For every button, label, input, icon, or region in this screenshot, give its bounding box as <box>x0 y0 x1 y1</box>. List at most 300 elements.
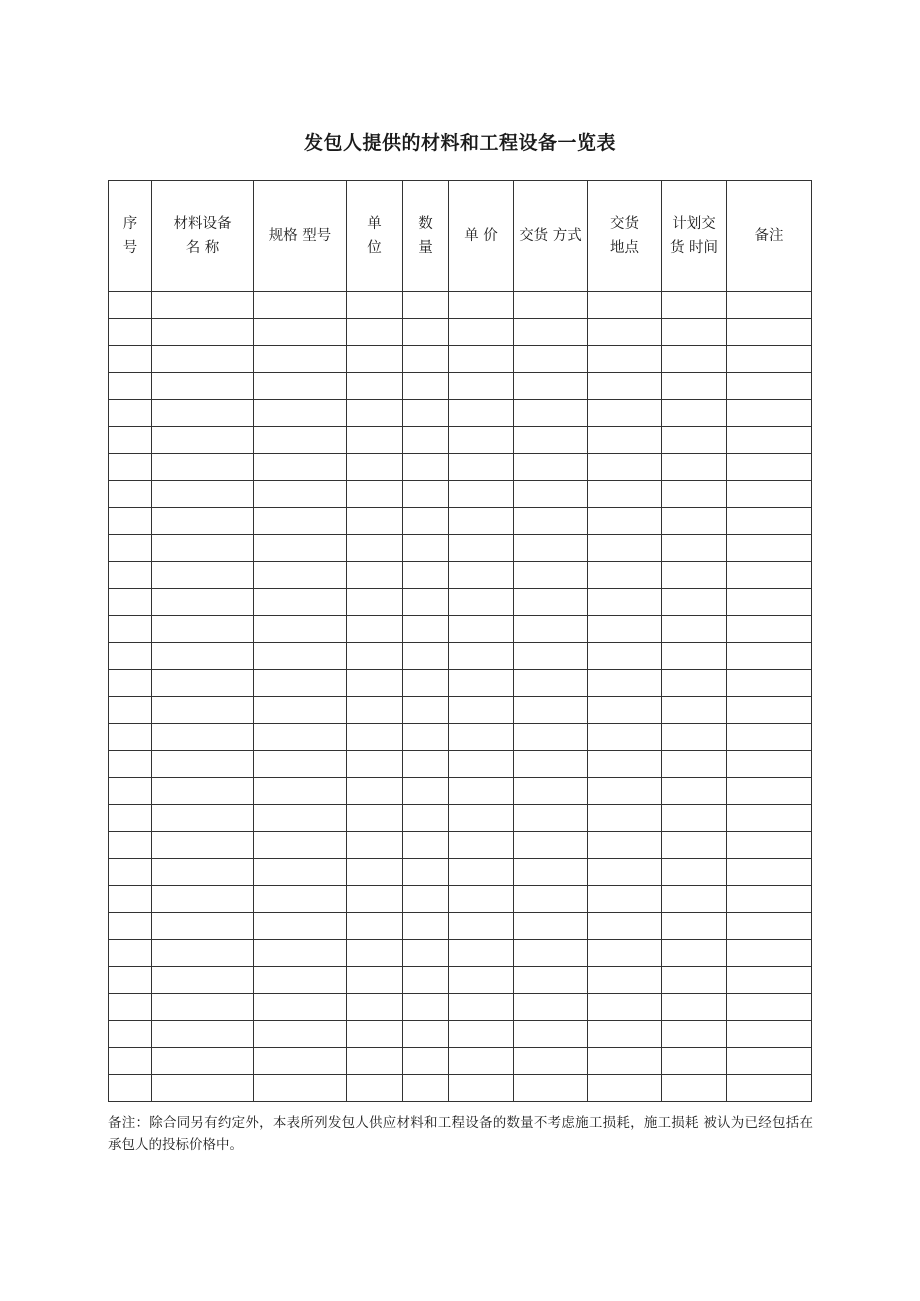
table-cell <box>588 670 662 697</box>
table-cell <box>152 616 254 643</box>
table-cell <box>727 1048 812 1075</box>
table-cell <box>347 481 403 508</box>
table-cell <box>347 697 403 724</box>
table-row <box>109 562 812 589</box>
table-cell <box>347 346 403 373</box>
table-cell <box>347 292 403 319</box>
table-row <box>109 832 812 859</box>
table-row <box>109 454 812 481</box>
table-cell <box>109 670 152 697</box>
column-header <box>588 181 662 292</box>
table-cell <box>514 751 588 778</box>
table-row <box>109 913 812 940</box>
table-cell <box>152 697 254 724</box>
footnote: 备注：除合同另有约定外，本表所列发包人供应材料和工程设备的数量不考虑施工损耗，施工损耗 被认为已经包括在承包人的投标价格中。 <box>108 1115 813 1153</box>
table-cell <box>403 913 449 940</box>
table-cell <box>403 670 449 697</box>
table-cell <box>254 427 347 454</box>
table-cell <box>403 346 449 373</box>
table-cell <box>347 778 403 805</box>
table-row <box>109 427 812 454</box>
table-cell <box>347 373 403 400</box>
table-cell <box>403 454 449 481</box>
table-cell <box>254 292 347 319</box>
table-cell <box>727 994 812 1021</box>
table-cell <box>662 724 727 751</box>
table-cell <box>727 373 812 400</box>
table-cell <box>152 319 254 346</box>
table-cell <box>449 589 514 616</box>
table-cell <box>588 373 662 400</box>
table-cell <box>588 1075 662 1102</box>
column-header-text: 交货 方式 <box>519 228 582 244</box>
table-cell <box>449 319 514 346</box>
table-cell <box>347 670 403 697</box>
table-cell <box>254 535 347 562</box>
table-cell <box>347 805 403 832</box>
table-cell <box>662 481 727 508</box>
table-cell <box>514 724 588 751</box>
table-cell <box>514 589 588 616</box>
table-cell <box>254 1021 347 1048</box>
table-cell <box>152 886 254 913</box>
table-cell <box>588 481 662 508</box>
table-cell <box>254 751 347 778</box>
table-cell <box>449 535 514 562</box>
table-cell <box>152 805 254 832</box>
table-cell <box>449 724 514 751</box>
table-cell <box>449 427 514 454</box>
table-cell <box>403 535 449 562</box>
table-cell <box>727 427 812 454</box>
table-cell <box>254 373 347 400</box>
table-cell <box>514 940 588 967</box>
table-cell <box>347 1048 403 1075</box>
table-row <box>109 535 812 562</box>
table-cell <box>662 643 727 670</box>
table-cell <box>152 427 254 454</box>
table-cell <box>662 373 727 400</box>
table-cell <box>347 562 403 589</box>
table-cell <box>152 589 254 616</box>
table-cell <box>662 697 727 724</box>
table-row <box>109 805 812 832</box>
table-cell <box>514 778 588 805</box>
table-cell <box>662 832 727 859</box>
table-cell <box>588 994 662 1021</box>
table-cell <box>449 292 514 319</box>
table-cell <box>152 778 254 805</box>
table-cell <box>109 940 152 967</box>
table-cell <box>254 1048 347 1075</box>
table-cell <box>347 724 403 751</box>
table-cell <box>727 1075 812 1102</box>
table-cell <box>254 886 347 913</box>
table-cell <box>588 616 662 643</box>
table-cell <box>254 643 347 670</box>
table-cell <box>109 373 152 400</box>
column-header-text: 号 <box>122 240 138 256</box>
table-row <box>109 346 812 373</box>
table-row <box>109 373 812 400</box>
table-cell <box>727 805 812 832</box>
table-row <box>109 751 812 778</box>
table-cell <box>109 994 152 1021</box>
table-cell <box>588 562 662 589</box>
column-header-text: 材料设备 <box>173 216 232 232</box>
table-cell <box>254 562 347 589</box>
table-row <box>109 508 812 535</box>
table-cell <box>727 481 812 508</box>
table-row <box>109 697 812 724</box>
column-header <box>152 181 254 292</box>
table-cell <box>152 292 254 319</box>
table-cell <box>449 751 514 778</box>
table-body <box>109 292 812 1102</box>
table-cell <box>727 319 812 346</box>
table-cell <box>254 400 347 427</box>
table-cell <box>449 1021 514 1048</box>
table-cell <box>109 859 152 886</box>
table-cell <box>152 1048 254 1075</box>
table-cell <box>449 346 514 373</box>
table-cell <box>588 697 662 724</box>
table-cell <box>254 697 347 724</box>
table-cell <box>662 670 727 697</box>
table-cell <box>152 967 254 994</box>
table-cell <box>727 1021 812 1048</box>
table-cell <box>347 832 403 859</box>
table-cell <box>588 751 662 778</box>
table-cell <box>662 562 727 589</box>
table-cell <box>588 508 662 535</box>
table-cell <box>588 346 662 373</box>
table-cell <box>347 508 403 535</box>
table-cell <box>254 346 347 373</box>
table-cell <box>514 886 588 913</box>
table-cell <box>449 400 514 427</box>
table-cell <box>403 616 449 643</box>
table-cell <box>347 994 403 1021</box>
table-cell <box>588 859 662 886</box>
table-cell <box>727 859 812 886</box>
table-cell <box>727 967 812 994</box>
column-header <box>662 181 727 292</box>
table-cell <box>727 697 812 724</box>
table-row <box>109 400 812 427</box>
table-row <box>109 994 812 1021</box>
table-cell <box>662 1021 727 1048</box>
table-cell <box>109 643 152 670</box>
column-header-text: 单 价 <box>464 228 498 244</box>
column-header <box>403 181 449 292</box>
table-cell <box>449 1048 514 1075</box>
table-row <box>109 670 812 697</box>
table-cell <box>449 616 514 643</box>
table-cell <box>514 643 588 670</box>
table-cell <box>254 967 347 994</box>
column-header <box>449 181 514 292</box>
table-cell <box>514 670 588 697</box>
table-cell <box>727 778 812 805</box>
table-cell <box>514 292 588 319</box>
table-cell <box>152 1021 254 1048</box>
table-cell <box>152 994 254 1021</box>
table-cell <box>109 697 152 724</box>
table-cell <box>449 778 514 805</box>
table-cell <box>109 292 152 319</box>
table-cell <box>403 859 449 886</box>
table-row <box>109 1048 812 1075</box>
table-cell <box>662 319 727 346</box>
table-cell <box>727 940 812 967</box>
table-cell <box>727 508 812 535</box>
table-cell <box>347 400 403 427</box>
table-cell <box>109 346 152 373</box>
column-header <box>347 181 403 292</box>
table-cell <box>254 508 347 535</box>
table-cell <box>588 940 662 967</box>
table-cell <box>152 1075 254 1102</box>
table-cell <box>588 805 662 832</box>
table-cell <box>449 373 514 400</box>
table-cell <box>152 508 254 535</box>
table-cell <box>514 832 588 859</box>
table-cell <box>403 967 449 994</box>
table-cell <box>403 481 449 508</box>
table-row <box>109 643 812 670</box>
table-cell <box>403 319 449 346</box>
table-cell <box>514 1021 588 1048</box>
table-cell <box>152 751 254 778</box>
column-header-text: 名 称 <box>185 240 220 256</box>
table-cell <box>403 1075 449 1102</box>
table-cell <box>152 859 254 886</box>
table-cell <box>347 1075 403 1102</box>
table-cell <box>514 562 588 589</box>
table-cell <box>662 1048 727 1075</box>
table-cell <box>662 940 727 967</box>
table-cell <box>347 940 403 967</box>
table-cell <box>449 805 514 832</box>
table-cell <box>254 778 347 805</box>
table-cell <box>254 1075 347 1102</box>
table-row <box>109 940 812 967</box>
table-cell <box>347 643 403 670</box>
table-row <box>109 886 812 913</box>
table-row <box>109 967 812 994</box>
table-cell <box>727 832 812 859</box>
table-cell <box>347 886 403 913</box>
table-cell <box>347 454 403 481</box>
table-cell <box>449 832 514 859</box>
table-cell <box>727 643 812 670</box>
table-cell <box>514 346 588 373</box>
table-cell <box>588 319 662 346</box>
header-row <box>109 181 812 292</box>
column-header-text: 数 <box>418 216 433 232</box>
table-cell <box>449 454 514 481</box>
table-cell <box>403 697 449 724</box>
table-cell <box>403 751 449 778</box>
table-cell <box>588 643 662 670</box>
table-cell <box>254 832 347 859</box>
table-cell <box>514 859 588 886</box>
table-cell <box>662 913 727 940</box>
table-cell <box>727 751 812 778</box>
table-cell <box>662 751 727 778</box>
table-cell <box>727 346 812 373</box>
table-cell <box>254 805 347 832</box>
table-cell <box>254 859 347 886</box>
table-row <box>109 292 812 319</box>
table-cell <box>588 400 662 427</box>
table-cell <box>662 805 727 832</box>
table-cell <box>662 886 727 913</box>
table-cell <box>109 427 152 454</box>
table-cell <box>403 292 449 319</box>
column-header-text: 位 <box>367 240 382 256</box>
table-cell <box>449 697 514 724</box>
table-cell <box>514 1048 588 1075</box>
table-cell <box>403 832 449 859</box>
table-cell <box>152 535 254 562</box>
table-cell <box>403 805 449 832</box>
table-cell <box>727 454 812 481</box>
column-header-text: 单 <box>367 216 382 232</box>
table-cell <box>662 994 727 1021</box>
table-cell <box>152 913 254 940</box>
column-header-text: 货 时间 <box>669 240 719 256</box>
table-cell <box>727 886 812 913</box>
table-cell <box>254 913 347 940</box>
table-cell <box>347 859 403 886</box>
table-cell <box>109 805 152 832</box>
table-cell <box>727 616 812 643</box>
column-header-text: 量 <box>418 240 433 256</box>
table-cell <box>109 778 152 805</box>
table-cell <box>152 481 254 508</box>
table-cell <box>588 724 662 751</box>
table-cell <box>514 913 588 940</box>
column-header-text: 交货 <box>610 216 639 232</box>
column-header-text: 序 <box>122 216 138 232</box>
table-cell <box>109 535 152 562</box>
table-cell <box>514 400 588 427</box>
table-cell <box>109 967 152 994</box>
table-cell <box>588 967 662 994</box>
table-cell <box>347 589 403 616</box>
column-header-text: 地点 <box>610 240 639 256</box>
table-cell <box>109 508 152 535</box>
table-cell <box>514 994 588 1021</box>
table-cell <box>403 400 449 427</box>
table-cell <box>449 670 514 697</box>
table-cell <box>727 724 812 751</box>
table-cell <box>109 454 152 481</box>
table-cell <box>109 319 152 346</box>
table-cell <box>662 400 727 427</box>
table-cell <box>588 1021 662 1048</box>
table-cell <box>588 778 662 805</box>
table-cell <box>347 427 403 454</box>
table-cell <box>152 724 254 751</box>
table-cell <box>152 643 254 670</box>
table-cell <box>662 292 727 319</box>
table-row <box>109 1075 812 1102</box>
table-cell <box>449 508 514 535</box>
table-cell <box>449 967 514 994</box>
table-cell <box>403 373 449 400</box>
table-cell <box>403 940 449 967</box>
table-cell <box>403 562 449 589</box>
table-cell <box>514 319 588 346</box>
table-cell <box>727 562 812 589</box>
table-cell <box>588 535 662 562</box>
table-cell <box>662 589 727 616</box>
column-header-text: 规格 型号 <box>268 228 332 244</box>
table-row <box>109 481 812 508</box>
table-row <box>109 319 812 346</box>
table-cell <box>152 400 254 427</box>
column-header <box>254 181 347 292</box>
table-cell <box>254 454 347 481</box>
table-cell <box>727 670 812 697</box>
table-cell <box>449 994 514 1021</box>
table-cell <box>588 589 662 616</box>
table-cell <box>514 454 588 481</box>
table-cell <box>152 346 254 373</box>
table-cell <box>109 589 152 616</box>
table-cell <box>514 373 588 400</box>
table-cell <box>727 913 812 940</box>
table-cell <box>514 967 588 994</box>
column-header <box>109 181 152 292</box>
table-cell <box>514 427 588 454</box>
materials-equipment-table <box>108 180 812 1102</box>
table-cell <box>152 940 254 967</box>
table-cell <box>109 832 152 859</box>
table-cell <box>588 454 662 481</box>
table-row <box>109 1021 812 1048</box>
table-cell <box>662 616 727 643</box>
column-header <box>514 181 588 292</box>
table-cell <box>514 616 588 643</box>
table-cell <box>403 1021 449 1048</box>
table-cell <box>662 535 727 562</box>
table-cell <box>109 400 152 427</box>
page-title: 发包人提供的材料和工程设备一览表 <box>303 132 616 154</box>
table-cell <box>109 616 152 643</box>
column-header <box>727 181 812 292</box>
table-cell <box>254 481 347 508</box>
column-header-text: 备注 <box>754 228 784 244</box>
table-cell <box>109 1048 152 1075</box>
table-cell <box>662 454 727 481</box>
table-cell <box>254 724 347 751</box>
table-cell <box>109 724 152 751</box>
table-cell <box>403 643 449 670</box>
table-cell <box>449 562 514 589</box>
table-cell <box>254 994 347 1021</box>
table-cell <box>403 886 449 913</box>
table-cell <box>449 886 514 913</box>
table-cell <box>254 319 347 346</box>
table-cell <box>514 481 588 508</box>
table-cell <box>449 481 514 508</box>
table-row <box>109 589 812 616</box>
table-cell <box>662 346 727 373</box>
